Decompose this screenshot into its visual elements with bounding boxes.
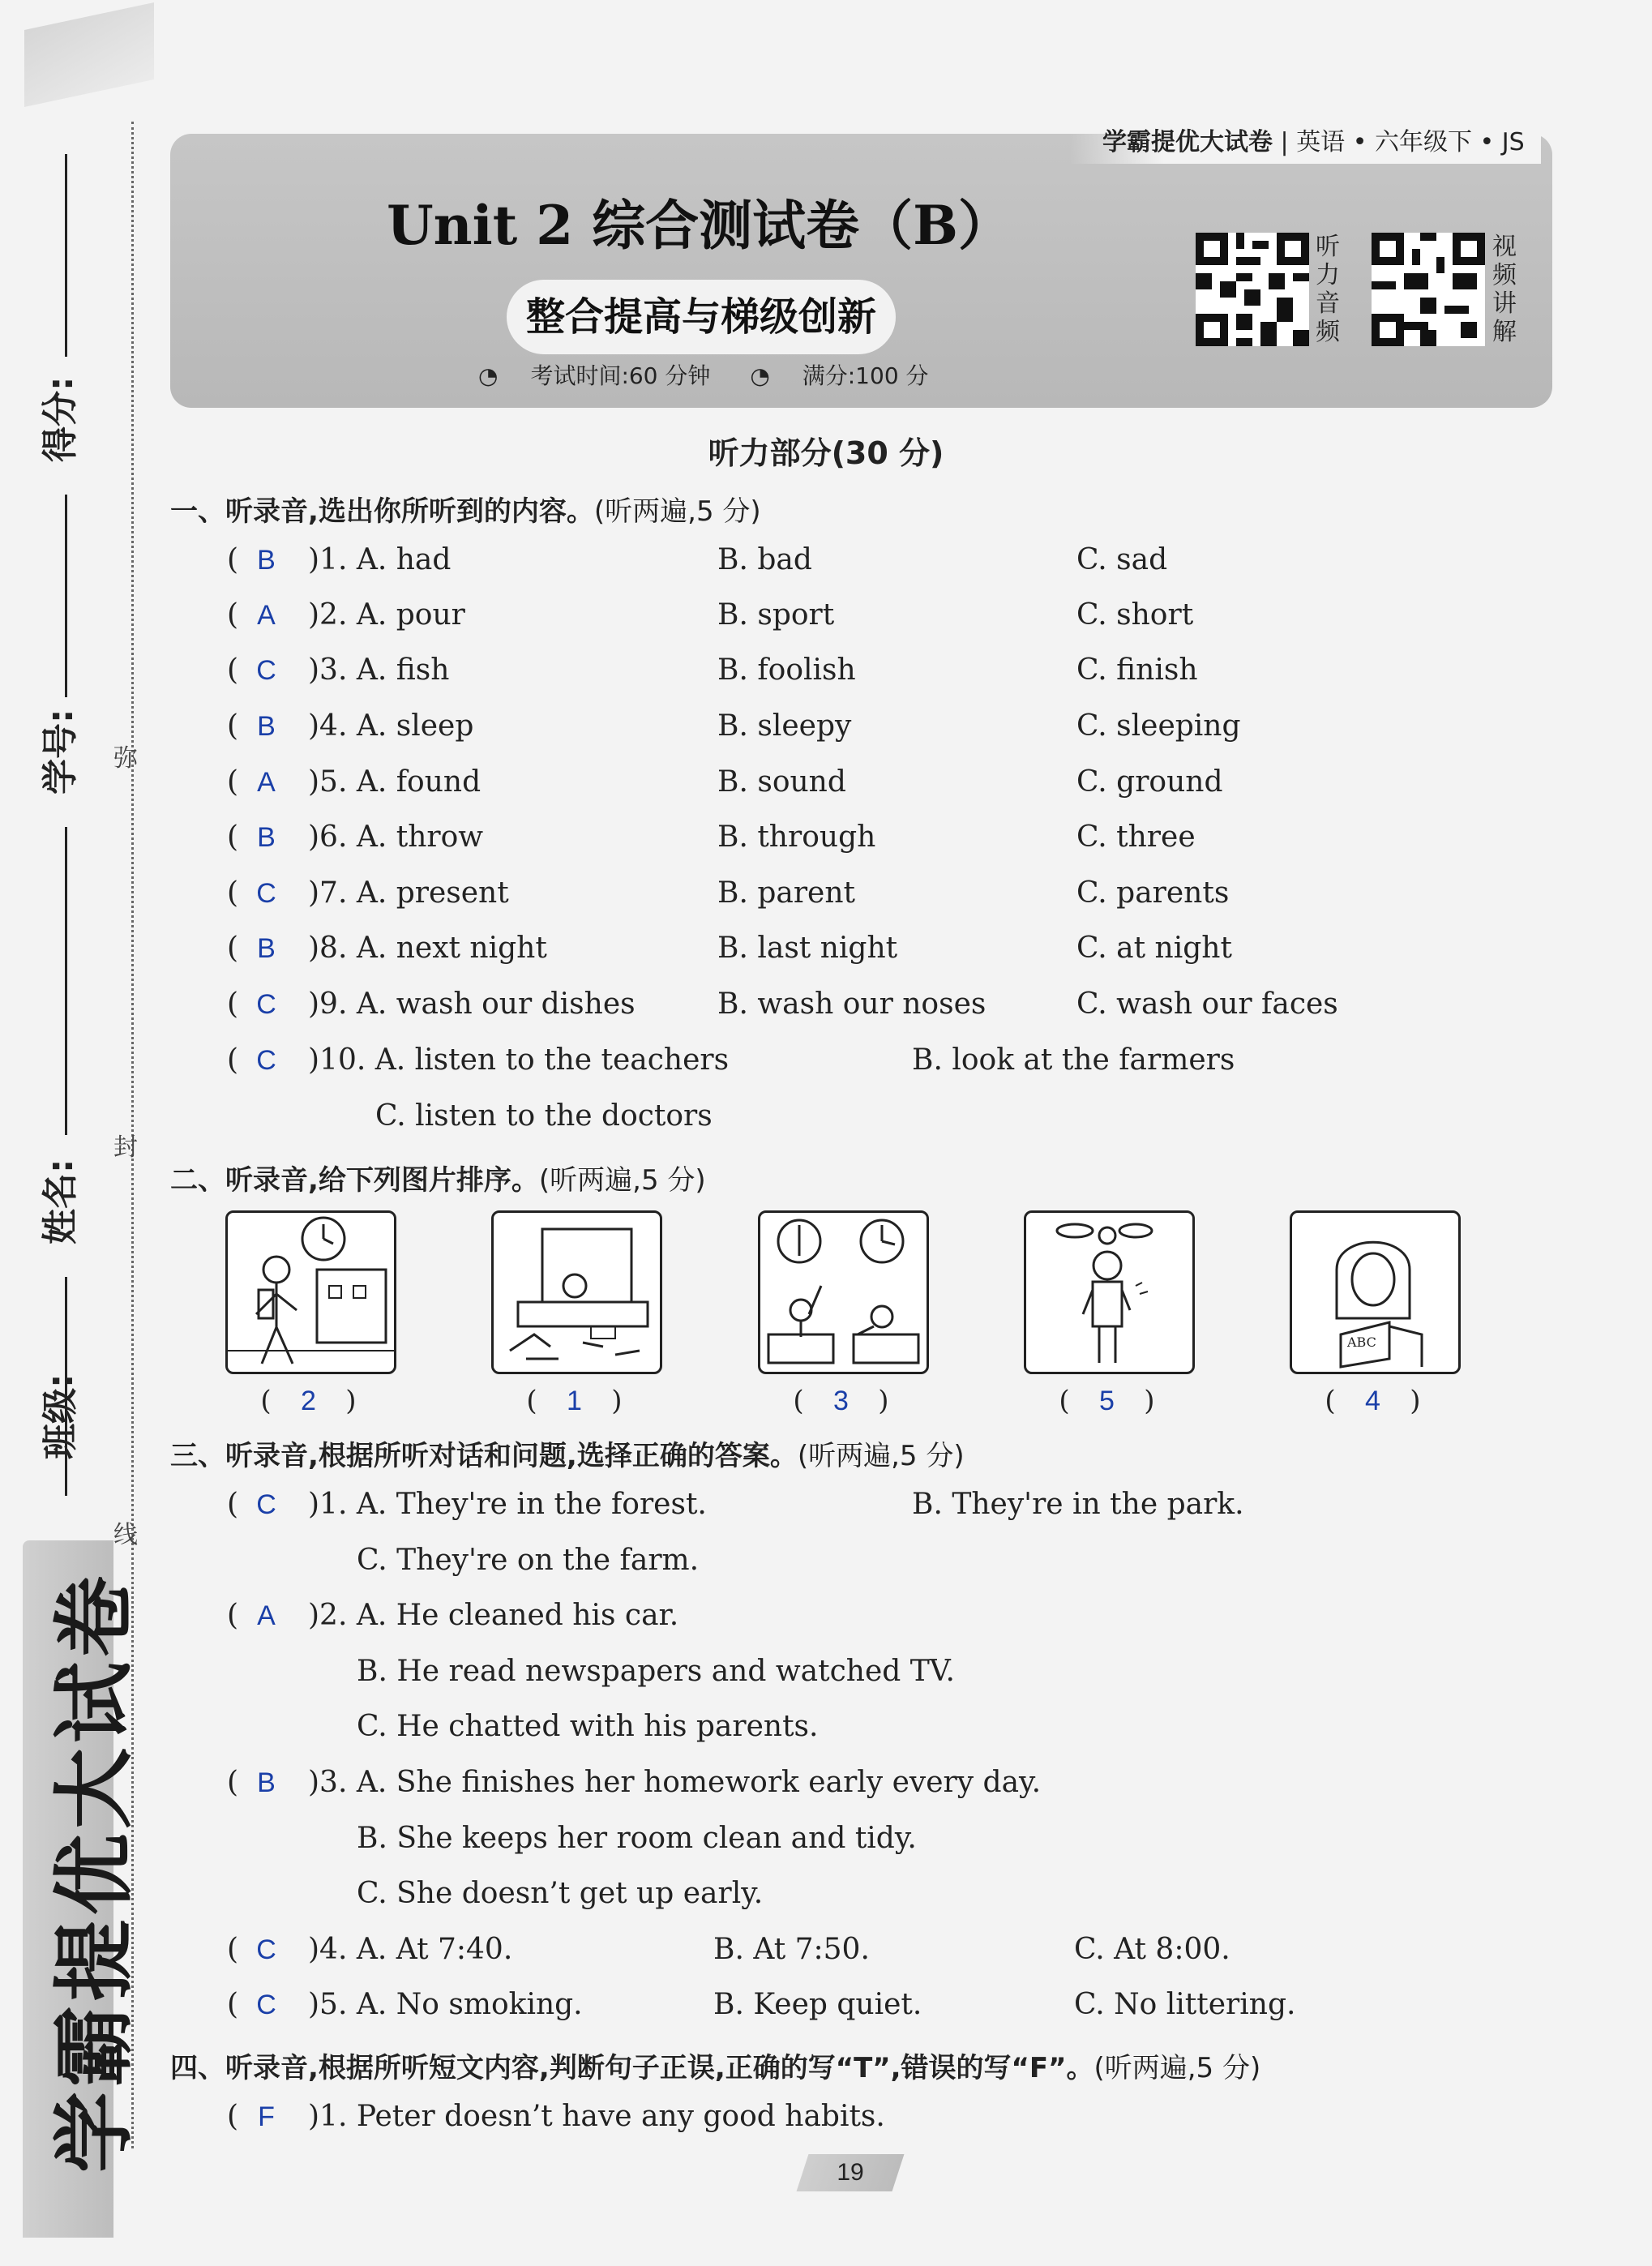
part1-heading: 一、听录音,选出你所听到的内容。(听两遍,5 分) (170, 495, 761, 528)
name-label: 姓名: (40, 1159, 81, 1244)
answer-mark: A (257, 600, 276, 631)
full-score: 满分:100 分 (802, 362, 929, 389)
answer-mark: B (257, 1767, 276, 1798)
series-tag: 学霸提优大试卷 | 英语 • 六年级下 • JS (1070, 122, 1541, 164)
listening-section-title: 听力部分(30 分) (708, 435, 944, 471)
answer-mark: B (257, 545, 276, 576)
answer-mark: C (256, 989, 276, 1020)
side-brand-logo: 学霸提优大试卷 (23, 1540, 113, 2238)
page-number: 19 (797, 2154, 905, 2191)
part3-q3-option-c: C. She doesn’t get up early. (357, 1877, 764, 1910)
part1-item: ( B )6. A. throw B. through C. three (227, 820, 1196, 854)
score-line (65, 495, 67, 697)
part1-item: ( C )7. A. present B. parent C. parents (227, 876, 1230, 910)
picture-answer: ( 5 ) (1059, 1385, 1155, 1417)
part3-item: ( C )5. A. No smoking. B. Keep quiet. C. No littering. (227, 1988, 1296, 2021)
cut-mark-mi: 弥 (113, 744, 138, 773)
page-title: Unit 2 综合测试卷（B） (387, 194, 1012, 257)
girl-walking-clock-picture (225, 1210, 396, 1374)
part4-item: ( F )1. Peter doesn’t have any good habits. (227, 2100, 885, 2133)
part1-item: ( A )2. A. pour B. sport C. short (227, 598, 1194, 632)
class-label: 班级: (40, 1373, 81, 1459)
part1-item: ( B )4. A. sleep B. sleepy C. sleeping (227, 709, 1241, 743)
part3-item: ( C )1. A. They're in the forest. B. They're in the park. (227, 1488, 1244, 1521)
score-line (65, 154, 67, 357)
subject-grade: 英语 • 六年级下 • JS (1296, 128, 1525, 156)
student-number-label: 学号: (40, 709, 81, 795)
answer-mark: A (257, 767, 276, 798)
listening-audio-qr-code[interactable] (1196, 233, 1309, 346)
part3-item: ( B )3. A. She finishes her homework early every day. (227, 1766, 1042, 1799)
part3-q3-option-b: B. She keeps her room clean and tidy. (357, 1822, 917, 1855)
video-explanation-label: 视频讲解 (1492, 233, 1517, 346)
corner-decoration (24, 2, 154, 107)
answer-mark: B (257, 933, 276, 964)
answer-mark: C (256, 1990, 276, 2020)
answer-mark: B (257, 711, 276, 742)
answer-mark: C (256, 1045, 276, 1076)
part1-item: ( A )5. A. found B. sound C. ground (227, 765, 1223, 799)
answer-mark: F (258, 2101, 275, 2132)
answer-mark: B (257, 822, 276, 853)
part3-item: ( C )4. A. At 7:40. B. At 7:50. C. At 8:00. (227, 1933, 1230, 1966)
picture-answer: ( 4 ) (1325, 1385, 1421, 1417)
part3-item: ( A )2. A. He cleaned his car. (227, 1599, 679, 1632)
girl-reading-abc-book-picture (1290, 1210, 1461, 1374)
part1-item: ( C )10. A. listen to the teachers B. look at the farmers (227, 1043, 1235, 1077)
part3-q2-option-b: B. He read newspapers and watched TV. (357, 1655, 955, 1688)
clock-icon: ◔ (478, 362, 499, 389)
part3-q2-option-c: C. He chatted with his parents. (357, 1710, 819, 1743)
svg-text:ABC: ABC (1347, 1334, 1376, 1350)
answer-mark: A (257, 1600, 276, 1631)
student-info-margin (16, 154, 105, 1532)
picture-answer: ( 3 ) (793, 1385, 889, 1417)
page-subtitle: 整合提高与梯级创新 (507, 280, 896, 354)
series-name: 学霸提优大试卷 (1102, 128, 1273, 156)
answer-mark: C (256, 878, 276, 909)
boy-yawning-picture (1024, 1210, 1195, 1374)
video-explanation-qr-code[interactable] (1372, 233, 1485, 346)
exam-time: 考试时间:60 分钟 (530, 362, 711, 389)
part1-item: ( B )1. A. had B. bad C. sad (227, 543, 1168, 576)
cut-mark-feng: 封 (113, 1133, 138, 1162)
exam-info (478, 358, 961, 391)
answer-mark: C (256, 1934, 276, 1965)
part4-heading: 四、听录音,根据所听短文内容,判断句子正误,正确的写“T”,错误的写“F”。(听两遍,5 分) (170, 2052, 1261, 2084)
answer-mark: C (256, 1489, 276, 1520)
score-label: 得分: (40, 376, 81, 462)
clock-icon: ◔ (750, 362, 770, 389)
picture-answer: ( 2 ) (260, 1385, 357, 1417)
part3-q1-option-c: C. They're on the farm. (357, 1544, 700, 1577)
kids-waking-clocks-picture (758, 1210, 929, 1374)
part1-item10-option-c: C. listen to the doctors (375, 1099, 713, 1133)
part3-heading: 三、听录音,根据所听对话和问题,选择正确的答案。(听两遍,5 分) (170, 1440, 965, 1472)
answer-mark: C (256, 655, 276, 686)
part1-item: ( B )8. A. next night B. last night C. at night (227, 932, 1232, 965)
student-number-line (65, 827, 67, 1135)
part2-heading: 二、听录音,给下列图片排序。(听两遍,5 分) (170, 1164, 706, 1197)
messy-room-picture (491, 1210, 662, 1374)
part1-item: ( C )3. A. fish B. foolish C. finish (227, 653, 1198, 687)
part1-item: ( C )9. A. wash our dishes B. wash our noses C. wash our faces (227, 987, 1338, 1021)
title-banner (170, 134, 1552, 408)
picture-answer: ( 1 ) (526, 1385, 623, 1417)
listening-audio-label: 听力音频 (1316, 233, 1340, 346)
cut-mark-xian: 线 (113, 1521, 138, 1549)
